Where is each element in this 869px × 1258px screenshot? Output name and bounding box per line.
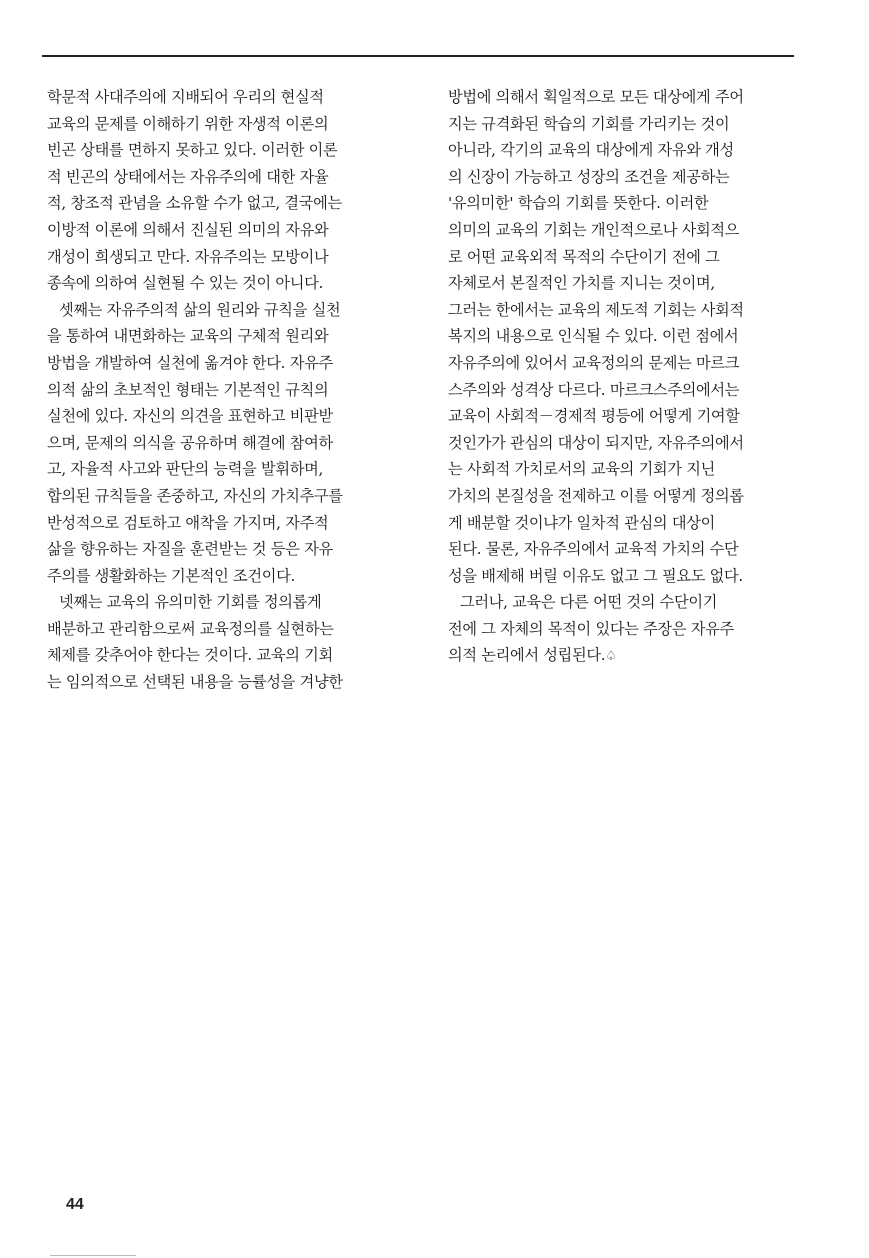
text-line: 교육의 문제를 이해하기 위한 자생적 이론의: [47, 114, 329, 133]
text-line: 체제를 갖추어야 한다는 것이다. 교육의 기회: [47, 646, 333, 665]
text-line: 방법을 개발하여 실천에 옮겨야 한다. 자유주: [47, 353, 333, 372]
text-line: 자체로서 본질적인 가치를 지니는 것이며,: [448, 274, 715, 293]
final-text: 의적 논리에서 성립된다.: [448, 646, 606, 665]
text-line: 이방적 이론에 의해서 진실된 의미의 자유와: [47, 220, 329, 239]
text-line: 반성적으로 검토하고 애착을 가지며, 자주적: [47, 513, 329, 532]
text-line: 고, 자율적 사고와 판단의 능력을 발휘하며,: [47, 460, 324, 479]
text-line: 게 배분할 것이냐가 일차적 관심의 대상이: [448, 513, 715, 532]
text-line: 종속에 의하여 실현될 수 있는 것이 아니다.: [47, 274, 324, 293]
text-line: 성을 배제해 버릴 이유도 없고 그 필요도 없다.: [448, 566, 743, 585]
footer-rule: [50, 1255, 136, 1256]
text-line: 배분하고 관리함으로써 교육정의를 실현하는: [47, 619, 334, 638]
text-line: 된다. 물론, 자유주의에서 교육적 가치의 수단: [448, 540, 739, 559]
text-line: 자유주의에 있어서 교육정의의 문제는 마르크: [448, 353, 740, 372]
text-line: 주의를 생활화하는 기본적인 조건이다.: [47, 566, 296, 585]
right-text-column: [448, 84, 793, 669]
text-line: 실천에 있다. 자신의 의견을 표현하고 비판받: [47, 407, 333, 426]
text-line: 는 임의적으로 선택된 내용을 능률성을 겨냥한: [47, 673, 343, 692]
paragraph-start-line: 셋째는 자유주의적 삶의 원리와 규칙을 실천: [59, 300, 341, 319]
text-line: 삶을 향유하는 자질을 훈련받는 것 등은 자유: [47, 540, 333, 559]
text-line: 복지의 내용으로 인식될 수 있다. 이런 점에서: [448, 327, 739, 346]
text-line: 합의된 규칙들을 존중하고, 자신의 가치추구를: [47, 486, 343, 505]
text-line: 전에 그 자체의 목적이 있다는 주장은 자유주: [448, 619, 734, 638]
page-number: 44: [66, 1196, 84, 1213]
header-rule: [42, 55, 794, 57]
text-line: 아니라, 각기의 교육의 대상에게 자유와 개성: [448, 141, 734, 160]
left-text-column: [47, 84, 392, 696]
paragraph-start-line: 그러나, 교육은 다른 어떤 것의 수단이기: [460, 593, 718, 612]
final-text-line: [448, 642, 793, 669]
text-line: 적, 창조적 관념을 소유할 수가 없고, 결국에는: [47, 194, 342, 213]
text-line: 것인가가 관심의 대상이 되지만, 자유주의에서: [448, 433, 744, 452]
text-line: 의 신장이 가능하고 성장의 조건을 제공하는: [448, 167, 730, 186]
text-line: 학문적 사대주의에 지배되어 우리의 현실적: [47, 88, 324, 106]
text-line: 개성이 희생되고 만다. 자유주의는 모방이나: [47, 247, 329, 266]
end-of-article-icon: ♤: [605, 649, 617, 665]
text-line: 지는 규격화된 학습의 기회를 가리키는 것이: [448, 114, 730, 133]
text-line: 교육이 사회적－경제적 평등에 어떻게 기여할: [448, 407, 740, 426]
text-line: 가치의 본질성을 전제하고 이를 어떻게 정의롭: [448, 486, 744, 505]
text-line: 빈곤 상태를 면하지 못하고 있다. 이러한 이론: [47, 141, 338, 160]
text-line: '유의미한' 학습의 기회를 뜻한다. 이러한: [448, 194, 709, 213]
text-line: 의적 삶의 초보적인 형태는 기본적인 규칙의: [47, 380, 329, 399]
text-line: 로 어떤 교육외적 목적의 수단이기 전에 그: [448, 247, 720, 266]
text-line: 는 사회적 가치로서의 교육의 기회가 지닌: [448, 460, 715, 479]
text-line: 을 통하여 내면화하는 교육의 구체적 원리와: [47, 327, 329, 346]
text-line: 의미의 교육의 기회는 개인적으로나 사회적으: [448, 220, 740, 239]
text-line: 스주의와 성격상 다르다. 마르크스주의에서는: [448, 380, 740, 399]
text-line: 으며, 문제의 의식을 공유하며 해결에 참여하: [47, 433, 333, 452]
paragraph-start-line: 넷째는 교육의 유의미한 기회를 정의롭게: [59, 593, 322, 612]
text-line: 방법에 의해서 획일적으로 모든 대상에게 주어: [448, 88, 744, 106]
text-line: 적 빈곤의 상태에서는 자유주의에 대한 자율: [47, 167, 329, 186]
text-line: 그러는 한에서는 교육의 제도적 기회는 사회적: [448, 300, 744, 319]
